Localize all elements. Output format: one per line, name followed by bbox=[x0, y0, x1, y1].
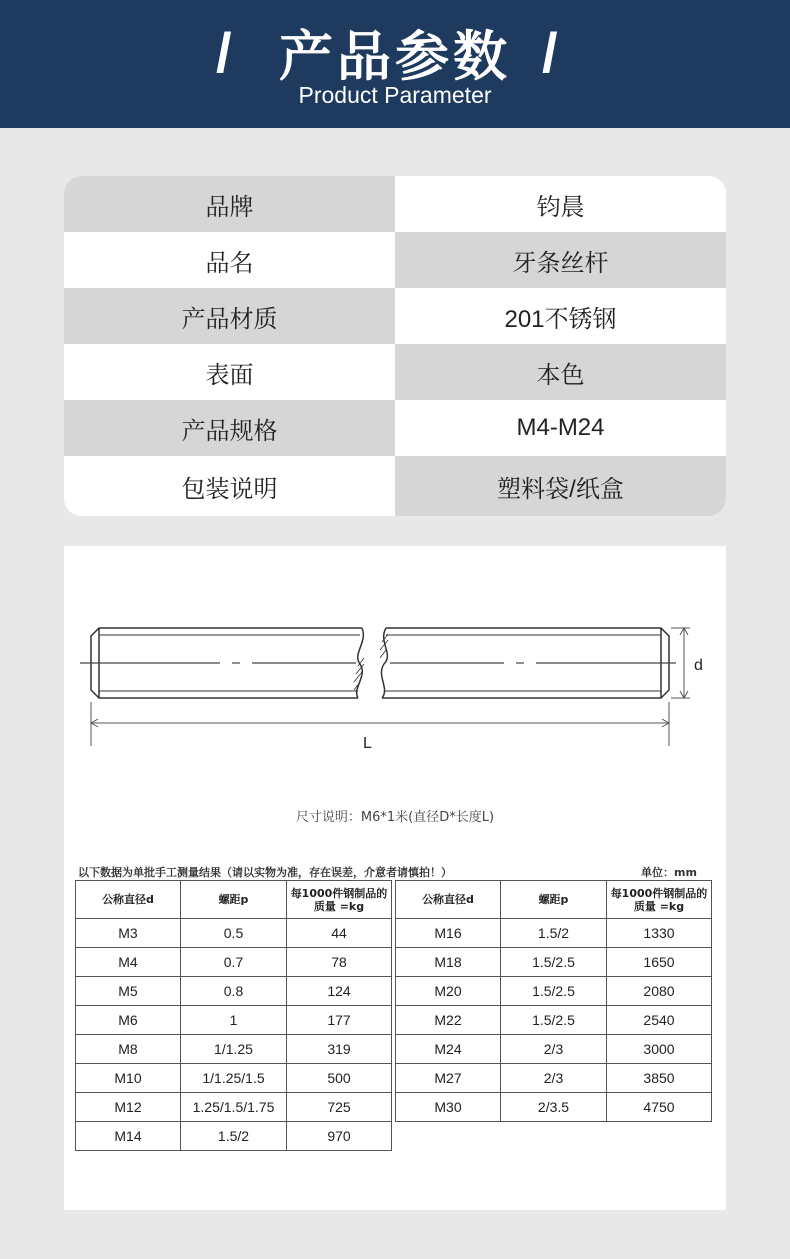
table-row bbox=[396, 1035, 712, 1064]
table-cell: M20 bbox=[396, 977, 501, 1006]
table-cell: 1650 bbox=[607, 948, 712, 977]
table-cell: 725 bbox=[287, 1093, 392, 1122]
spec-header-mass: 每1000件钢制品的质量 =kg bbox=[287, 881, 392, 919]
table-row bbox=[76, 1035, 392, 1064]
table-row bbox=[396, 948, 712, 977]
table-cell: 1.5/2 bbox=[181, 1122, 287, 1151]
table-cell: 2540 bbox=[607, 1006, 712, 1035]
param-row-material bbox=[64, 288, 726, 344]
spec-header-diameter: 公称直径d bbox=[396, 881, 501, 919]
table-cell: 0.7 bbox=[181, 948, 287, 977]
param-label: 产品规格 bbox=[64, 400, 395, 456]
table-cell: M27 bbox=[396, 1064, 501, 1093]
table-cell: 78 bbox=[287, 948, 392, 977]
table-cell: M5 bbox=[76, 977, 181, 1006]
table-row bbox=[76, 948, 392, 977]
table-cell: 2/3.5 bbox=[501, 1093, 607, 1122]
param-value: M4-M24 bbox=[395, 400, 726, 456]
table-cell: 3850 bbox=[607, 1064, 712, 1093]
table-row bbox=[76, 1064, 392, 1093]
table-cell: 0.8 bbox=[181, 977, 287, 1006]
param-label: 品名 bbox=[64, 232, 395, 288]
parameter-table bbox=[64, 176, 726, 516]
table-row bbox=[396, 1064, 712, 1093]
threaded-rod-drawing bbox=[64, 546, 726, 796]
table-cell: M14 bbox=[76, 1122, 181, 1151]
table-cell: 2/3 bbox=[501, 1064, 607, 1093]
table-cell: M24 bbox=[396, 1035, 501, 1064]
table-cell: 1.25/1.5/1.75 bbox=[181, 1093, 287, 1122]
spec-header-pitch: 螺距p bbox=[501, 881, 607, 919]
param-value: 本色 bbox=[395, 344, 726, 400]
table-cell: 124 bbox=[287, 977, 392, 1006]
table-cell: M18 bbox=[396, 948, 501, 977]
table-row bbox=[76, 1093, 392, 1122]
param-value: 塑料袋/纸盒 bbox=[395, 456, 726, 516]
table-cell: M10 bbox=[76, 1064, 181, 1093]
table-cell: 3000 bbox=[607, 1035, 712, 1064]
table-cell: M16 bbox=[396, 919, 501, 948]
table-row bbox=[76, 1006, 392, 1035]
param-row-brand bbox=[64, 176, 726, 232]
dimension-caption: 尺寸说明：M6*1米(直径D*长度L) bbox=[295, 810, 495, 825]
table-cell: M4 bbox=[76, 948, 181, 977]
param-value: 钧晨 bbox=[395, 176, 726, 232]
table-cell: M12 bbox=[76, 1093, 181, 1122]
header-slash-left: / bbox=[216, 21, 232, 84]
spec-header-mass: 每1000件钢制品的质量 =kg bbox=[607, 881, 712, 919]
table-cell: 970 bbox=[287, 1122, 392, 1151]
spec-header-pitch: 螺距p bbox=[181, 881, 287, 919]
page-title: 产品参数 bbox=[279, 25, 511, 88]
table-cell: 1.5/2.5 bbox=[501, 948, 607, 977]
table-cell: M22 bbox=[396, 1006, 501, 1035]
param-value: 牙条丝杆 bbox=[395, 232, 726, 288]
table-cell: 319 bbox=[287, 1035, 392, 1064]
param-label: 表面 bbox=[64, 344, 395, 400]
table-cell: 1/1.25 bbox=[181, 1035, 287, 1064]
table-cell: 1 bbox=[181, 1006, 287, 1035]
table-cell: 2/3 bbox=[501, 1035, 607, 1064]
table-row bbox=[76, 1122, 392, 1151]
table-row bbox=[76, 977, 392, 1006]
param-row-packaging bbox=[64, 456, 726, 516]
d-label: d bbox=[694, 657, 703, 674]
spec-header-row bbox=[76, 881, 392, 919]
spec-header-diameter: 公称直径d bbox=[76, 881, 181, 919]
param-label: 品牌 bbox=[64, 176, 395, 232]
table-row bbox=[76, 919, 392, 948]
table-cell: 44 bbox=[287, 919, 392, 948]
param-value: 201不锈钢 bbox=[395, 288, 726, 344]
table-cell: 1/1.25/1.5 bbox=[181, 1064, 287, 1093]
spec-table-left bbox=[75, 880, 392, 1151]
table-cell: 1330 bbox=[607, 919, 712, 948]
param-row-name bbox=[64, 232, 726, 288]
table-row bbox=[396, 919, 712, 948]
dimension-diagram-panel bbox=[64, 546, 726, 1210]
table-cell: M30 bbox=[396, 1093, 501, 1122]
spec-table-right bbox=[395, 880, 712, 1122]
param-label: 产品材质 bbox=[64, 288, 395, 344]
table-row bbox=[396, 1093, 712, 1122]
L-label: L bbox=[363, 735, 372, 752]
table-cell: M8 bbox=[76, 1035, 181, 1064]
table-cell: 177 bbox=[287, 1006, 392, 1035]
header-slash-right: / bbox=[542, 21, 558, 84]
param-row-spec bbox=[64, 400, 726, 456]
measurement-note: 以下数据为单批手工测量结果（请以实物为准，存在误差，介意者请慎拍！） bbox=[78, 866, 452, 879]
table-row bbox=[396, 1006, 712, 1035]
table-cell: 500 bbox=[287, 1064, 392, 1093]
table-row bbox=[396, 977, 712, 1006]
header-banner bbox=[0, 0, 790, 128]
spec-header-row bbox=[396, 881, 712, 919]
param-row-surface bbox=[64, 344, 726, 400]
table-cell: 2080 bbox=[607, 977, 712, 1006]
unit-label: 单位：mm bbox=[641, 866, 697, 879]
param-label: 包装说明 bbox=[64, 456, 395, 516]
table-cell: 1.5/2 bbox=[501, 919, 607, 948]
table-cell: 1.5/2.5 bbox=[501, 977, 607, 1006]
table-cell: 1.5/2.5 bbox=[501, 1006, 607, 1035]
page-subtitle: Product Parameter bbox=[298, 82, 492, 108]
table-cell: 4750 bbox=[607, 1093, 712, 1122]
table-cell: M6 bbox=[76, 1006, 181, 1035]
table-cell: M3 bbox=[76, 919, 181, 948]
table-cell: 0.5 bbox=[181, 919, 287, 948]
